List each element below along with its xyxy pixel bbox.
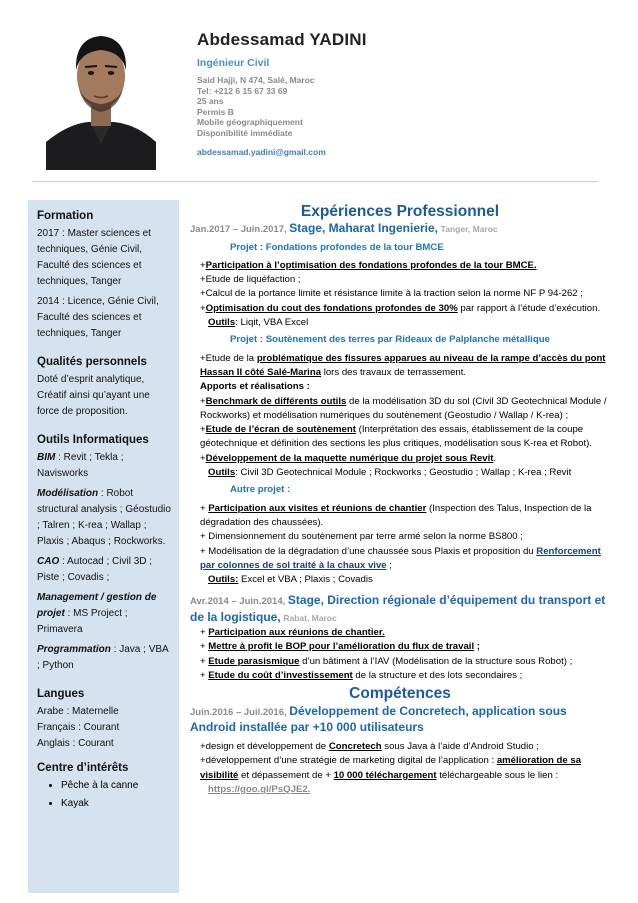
outils-line: Outils: Liqit, VBA Excel <box>208 317 309 329</box>
job-company: Stage, Direction régionale d’équipement du transport et de la logistique, <box>190 593 606 624</box>
outils-line: Outils: Excel et VBA ; Plaxis ; Covadis <box>208 574 373 586</box>
experiences-title: Expériences Professionnel <box>300 203 500 220</box>
phone: Tel: +212 6 15 67 33 69 <box>197 85 288 96</box>
availability: Disponibilité immédiate <box>197 127 293 138</box>
header-divider <box>32 181 598 182</box>
bullet <box>208 783 610 797</box>
app-link[interactable]: https://goo.gl/PsQJE2. <box>208 783 311 795</box>
job-date: Avr.2014 – Juin.2014, <box>190 596 286 608</box>
license: Permis B <box>197 106 234 117</box>
interets-list <box>37 778 173 812</box>
email-link[interactable]: abdessamad.yadini@gmail.com <box>197 147 326 157</box>
bullet: + Dimensionnement du soutènement par terre armé selon la norme BS800 ; <box>200 531 523 543</box>
bullet: + Mettre à profit le BOP pour l’amélioration du flux de travail ; <box>200 641 480 653</box>
resume-header <box>197 30 597 157</box>
project-title: Projet : Fondations profondes de la tour BMCE <box>230 241 444 253</box>
job-company: Développement de Concretech, application sous Android installée par +10 000 utilisateurs <box>190 703 567 734</box>
bullet: + Etude parasismique d’un bâtiment à l’IAV (Modélisation de la structure sous Robot) ; <box>200 655 573 667</box>
bullet: +Participation à l’optimisation des fondations profondes de la tour BMCE. <box>200 259 537 271</box>
project-title: Projet : Soutènement des terres par Rideaux de Palplanche métallique <box>230 334 550 346</box>
bullet: + Participation aux réunions de chantier. <box>200 627 385 639</box>
language-item: Arabe : Maternelle <box>37 706 119 717</box>
bullet: +Calcul de la portance limite et résistance limite à la traction selon la norme NF P 94-262 ; <box>200 288 583 300</box>
bullet: + Participation aux visites et réunions de chantier (Inspection des Talus, Inspection de la dégradation des chaussées). <box>200 502 592 528</box>
age: 25 ans <box>197 96 224 106</box>
main-content <box>190 205 610 797</box>
qualites-text: Doté d’esprit analytique, Créatif ainsi qu’ayant une force de proposition. <box>37 374 150 417</box>
list-item: • Kayak <box>61 796 173 812</box>
management-line: Management / gestion de projet : MS Project ; Primavera <box>37 592 157 635</box>
job-heading <box>190 593 610 626</box>
contact-info <box>197 75 597 138</box>
mobility: Mobile géographiquement <box>197 117 303 127</box>
bullet: +Etude de l’écran de soutènement (Interprétation des essais, établissement de la coupe géotechnique et définition des sections les plus critiques, modélisation sous K-rea et Robot). <box>200 424 592 450</box>
formation-item: 2014 : Licence, Génie Civil, Faculté des sciences et techniques, Tanger <box>37 296 159 339</box>
bullet: + Modélisation de la dégradation d’une chaussée sous Plaxis et proposition du Renforcement par colonnes de sol traité à la chaux vive ; <box>200 545 601 571</box>
bullet: +développement d’une stratégie de marketing digital de l’application : amélioration de sa visibilité et dépassement de + 10 000 téléchargement téléchargeable sous le lien : <box>200 755 582 781</box>
job-heading <box>190 221 610 237</box>
autre-projet-title: Autre projet : <box>230 484 291 496</box>
cao-line: CAO : Autocad ; Civil 3D ; Piste ; Covadis ; <box>37 556 153 583</box>
apports-heading: Apports et réalisations : <box>200 381 310 393</box>
bullet: +Etude de liquéfaction ; <box>200 274 301 286</box>
outils-title: Outils Informatiques <box>37 434 149 446</box>
qualites-title: Qualités personnels <box>37 356 147 368</box>
job-date: Juin.2016 – Juil.2016, <box>190 706 287 718</box>
bullet: +Développement de la maquette numérique du projet sous Revit. <box>200 452 497 464</box>
profile-photo <box>46 10 156 170</box>
outils-line: Outils: Civil 3D Geotechnical Module ; Rockworks ; Geostudio ; Wallap ; K-rea ; Revit <box>208 467 572 479</box>
job-city: Rabat, Maroc <box>283 612 337 623</box>
bullet: + Etude du coût d’investissement de la structure et des lots secondaires ; <box>200 669 523 681</box>
job-city: Tanger, Maroc <box>440 224 498 235</box>
modelisation-line: Modélisation : Robot structural analysis ; Géostudio ; Talren ; K-rea ; Wallap ; Plaxis ; Abaqus ; Rockworks. <box>37 488 171 547</box>
bim-line: BIM : Revit ; Tekla ; Navisworks <box>37 452 124 479</box>
competences-title: Compétences <box>349 685 451 703</box>
formation-title: Formation <box>37 210 94 222</box>
bullet: +Optimisation du cout des fondations profondes de 30% par rapport à l’étude d’exécution. <box>200 302 601 314</box>
language-item: Français : Courant <box>37 722 120 733</box>
candidate-name: Abdessamad YADINI <box>197 30 367 49</box>
programmation-line: Programmation : Java ; VBA ; Python <box>37 644 169 671</box>
language-item: Anglais : Courant <box>37 738 114 749</box>
job-company: Stage, Maharat Ingenierie, <box>289 221 439 236</box>
langues-title: Langues <box>37 688 85 700</box>
job-heading <box>190 704 610 737</box>
job-date: Jan.2017 – Juin.2017, <box>190 224 287 236</box>
job-title: Ingénieur Civil <box>197 57 270 69</box>
list-item: • Pêche à la canne <box>61 778 173 794</box>
paragraph: +Etude de la problématique des fissures apparues au niveau de la rampe d’accès du pont Hassan II côté Salé-Marina lors des travaux de terrassement. <box>200 352 606 378</box>
bullet: +Benchmark de différents outils de la modélisation 3D du sol (Civil 3D Geotechnical Module / Rockworks) et modélisation numériques du soutènement (Geostudio / Wallap / K-rea) ; <box>200 395 607 421</box>
formation-item: 2017 : Master sciences et techniques, Génie Civil, Faculté des sciences et techniques, Tanger <box>37 228 151 287</box>
interets-title: Centre d’intérêts <box>37 762 129 774</box>
address: Said Hajji, N 474, Salé, Maroc <box>197 75 315 85</box>
sidebar <box>28 200 179 893</box>
bullet: +design et développement de Concretech sous Java à l’aide d’Android Studio ; <box>200 741 539 753</box>
